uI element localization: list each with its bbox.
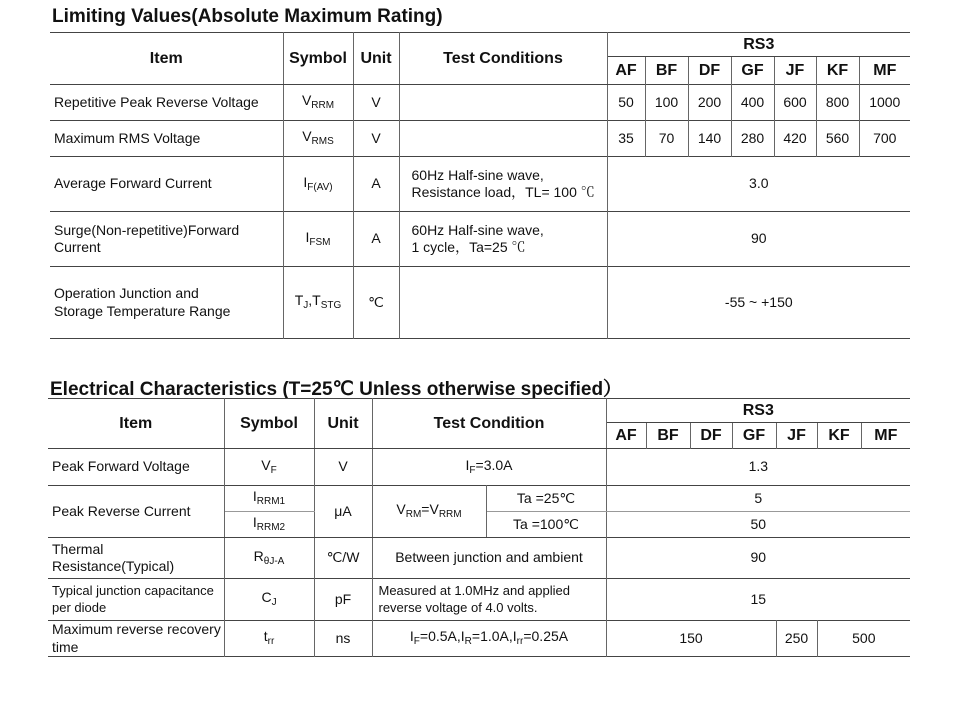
test-cell: $V_{RM}=V_{RRM}$ xyxy=(372,486,486,538)
item-cell: Peak Forward Voltage xyxy=(48,449,224,486)
header-item: Item xyxy=(50,33,283,85)
condition-line: reverse voltage of 4.0 volts. xyxy=(378,599,538,615)
value-cell: 700 xyxy=(873,129,897,146)
table-row xyxy=(48,486,910,512)
grade-df: DF xyxy=(690,423,732,449)
unit-cell: A xyxy=(353,157,399,212)
item-cell xyxy=(48,579,224,621)
value-cell: 140 xyxy=(688,121,731,157)
test-cell xyxy=(399,212,607,267)
symbol-cell: $I_{RRM1}$ xyxy=(224,486,314,512)
header-rs3: RS3 xyxy=(607,33,910,57)
table-row xyxy=(48,579,910,621)
condition-line: 60Hz Half-sine wave, xyxy=(411,166,544,183)
unit-cell: ns xyxy=(314,621,372,657)
unit-cell: V xyxy=(353,85,399,121)
item-line: Surge(Non-repetitive)Forward xyxy=(54,221,240,238)
header-symbol: Symbol xyxy=(224,399,314,449)
grade-df: DF xyxy=(688,57,731,85)
header-rs3: RS3 xyxy=(606,399,910,423)
value-cell: 1.3 xyxy=(748,458,769,475)
header-symbol: Symbol xyxy=(283,33,353,85)
item-cell: Maximum RMS Voltage xyxy=(50,121,283,157)
value-cell: 150 xyxy=(606,621,776,657)
condition-line: 1 cycle，Ta=25 ℃ xyxy=(411,239,526,255)
test-cell xyxy=(399,85,607,121)
value-cell: 400 xyxy=(731,85,774,121)
item-cell: Peak Reverse Current xyxy=(48,486,224,538)
test-cell: $I_F=3.0A$ xyxy=(372,449,606,486)
unit-cell: μA xyxy=(314,486,372,538)
grade-af: AF xyxy=(606,423,646,449)
item-line: Operation Junction and xyxy=(54,285,199,301)
grade-mf: MF xyxy=(874,426,898,444)
value-cell: 1000 xyxy=(869,93,901,110)
unit-cell: ℃ xyxy=(353,267,399,339)
item-line: per diode xyxy=(52,599,107,615)
value-cell: 250 xyxy=(776,621,817,657)
unit-cell: ℃/W xyxy=(314,538,372,579)
table-row xyxy=(50,212,910,267)
header-item: Item xyxy=(48,399,224,449)
value-cell: 600 xyxy=(774,85,816,121)
table-row xyxy=(50,157,910,212)
item-cell xyxy=(48,538,224,579)
unit-cell: pF xyxy=(314,579,372,621)
item-line: time xyxy=(52,638,79,655)
limiting-values-table xyxy=(50,32,910,339)
grade-kf: KF xyxy=(817,423,861,449)
item-cell: Average Forward Current xyxy=(50,157,283,212)
value-cell: 500 xyxy=(852,629,876,646)
item-line: Storage Temperature Range xyxy=(54,302,231,319)
header-test-conditions: Test Conditions xyxy=(399,33,607,85)
value-cell: 5 xyxy=(606,486,910,512)
header-unit: Unit xyxy=(314,399,372,449)
symbol-cell: $V_F$ xyxy=(224,449,314,486)
value-cell: 800 xyxy=(816,85,859,121)
symbol-cell: $t_{rr}$ xyxy=(224,621,314,657)
grade-jf: JF xyxy=(774,57,816,85)
condition-line: Measured at 1.0MHz and applied xyxy=(378,583,571,599)
symbol-cell: $C_J$ xyxy=(224,579,314,621)
grade-bf: BF xyxy=(645,57,688,85)
symbol-cell: $R_{\theta J-A}$ xyxy=(224,538,314,579)
value-cell: 420 xyxy=(774,121,816,157)
electrical-characteristics-table xyxy=(48,398,910,657)
table-row xyxy=(50,85,910,121)
value-cell: 35 xyxy=(607,121,645,157)
unit-cell: A xyxy=(353,212,399,267)
value-cell: 90 xyxy=(750,549,767,566)
header-test-condition: Test Condition xyxy=(372,399,606,449)
table-row xyxy=(50,121,910,157)
symbol-cell: $V_{RRM}$ xyxy=(283,85,353,121)
symbol-cell: $I_{F(AV)}$ xyxy=(283,157,353,212)
unit-cell: V xyxy=(353,121,399,157)
value-cell: 90 xyxy=(751,230,767,247)
value-cell: 560 xyxy=(816,121,859,157)
grade-gf: GF xyxy=(731,57,774,85)
symbol-cell: $V_{RMS}$ xyxy=(283,121,353,157)
test-cell xyxy=(399,267,607,339)
symbol-cell: $I_{RRM2}$ xyxy=(224,512,314,538)
test-cell xyxy=(399,157,607,212)
temp-cell: Ta =25℃ xyxy=(486,486,606,512)
value-cell: 200 xyxy=(688,85,731,121)
temp-cell: Ta =100℃ xyxy=(486,512,606,538)
value-cell: 70 xyxy=(645,121,688,157)
test-cell: $I_F=0.5A,I_R=1.0A,I_{rr}=0.25A$ xyxy=(372,621,606,657)
item-cell xyxy=(50,212,283,267)
item-cell xyxy=(50,267,283,339)
value-cell: 15 xyxy=(750,590,767,607)
table-row xyxy=(50,267,910,339)
condition-line: 60Hz Half-sine wave, xyxy=(411,221,544,238)
value-cell: 100 xyxy=(645,85,688,121)
value-cell: 50 xyxy=(750,515,767,532)
grade-af: AF xyxy=(607,57,645,85)
table-row xyxy=(48,449,910,486)
symbol-cell: $I_{FSM}$ xyxy=(283,212,353,267)
header-unit: Unit xyxy=(353,33,399,85)
condition-line: Resistance load，TL= 100 ℃ xyxy=(411,184,595,200)
item-cell xyxy=(48,621,224,657)
value-cell: 3.0 xyxy=(749,175,769,192)
symbol-cell: $T_J,T_{STG}$ xyxy=(283,267,353,339)
test-cell xyxy=(399,121,607,157)
unit-cell: V xyxy=(314,449,372,486)
table-row xyxy=(48,621,910,657)
item-line: Thermal xyxy=(52,540,104,557)
grade-bf: BF xyxy=(646,423,690,449)
value-cell: 280 xyxy=(731,121,774,157)
limiting-values-title: Limiting Values(Absolute Maximum Rating) xyxy=(52,6,443,27)
electrical-characteristics-title: Electrical Characteristics (T=25℃ Unless otherwise specified） xyxy=(50,379,623,400)
grade-kf: KF xyxy=(816,57,859,85)
item-line: Maximum reverse recovery xyxy=(52,621,221,637)
item-line: Current xyxy=(54,239,101,255)
grade-jf: JF xyxy=(776,423,817,449)
value-cell: -55 ~ +150 xyxy=(724,293,793,310)
value-cell: 50 xyxy=(607,85,645,121)
test-cell: Between junction and ambient xyxy=(372,538,606,579)
grade-gf: GF xyxy=(732,423,776,449)
grade-mf: MF xyxy=(873,61,897,79)
test-cell xyxy=(372,579,606,621)
item-cell: Repetitive Peak Reverse Voltage xyxy=(50,85,283,121)
item-line: Typical junction capacitance xyxy=(52,583,214,599)
item-line: Resistance(Typical) xyxy=(52,558,175,574)
table-row xyxy=(48,538,910,579)
